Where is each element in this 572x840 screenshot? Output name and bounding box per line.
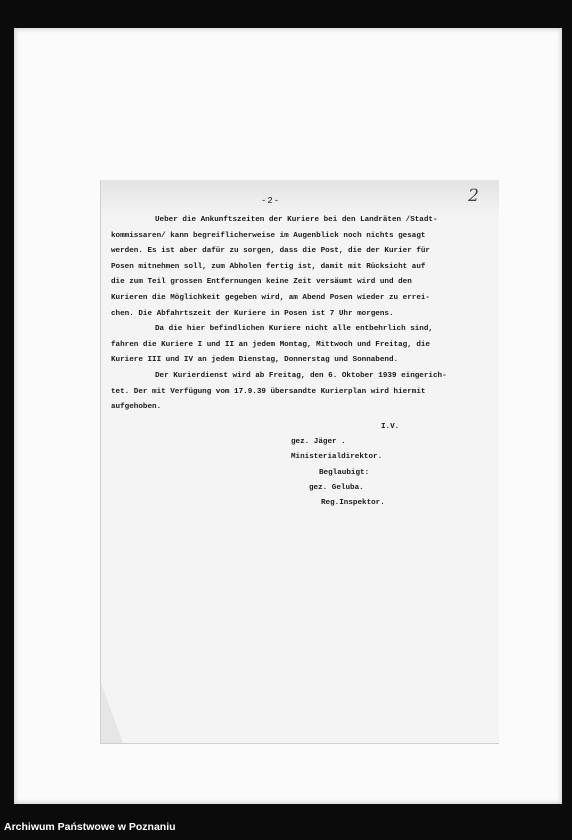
handwritten-page-number: 2 [468, 186, 479, 206]
text-line: kommissaren/ kann begreiflicherweise im Augenblick noch nichts gesagt [111, 231, 426, 240]
scan-frame [14, 28, 562, 804]
text-line: Kurieren die Möglichkeit gegeben wird, am Abend Posen wieder zu errei- [111, 293, 430, 302]
signer-title: Ministerialdirektor. [291, 453, 383, 462]
text-line: Ueber die Ankunftszeiten der Kuriere bei den Landräten /Stadt- [155, 216, 438, 224]
text-line: die zum Teil grossen Entfernungen keine Zeit versäumt wird und den [111, 278, 412, 287]
signed-by: gez. Jäger . [291, 438, 346, 447]
iv-line: I.V. [381, 423, 400, 431]
text-line: tet. Der mit Verfügung vom 17.9.39 übersandte Kurierplan wird hiermit [111, 387, 426, 396]
text-line: Der Kurierdienst wird ab Freitag, den 6. Oktober 1939 eingerich- [155, 371, 447, 380]
letter-body [111, 213, 497, 416]
text-line: Kuriere III und IV an jedem Dienstag, Donnerstag und Sonnabend. [111, 356, 399, 365]
paper-fold [101, 683, 123, 743]
text-line: Posen mitnehmen soll, zum Abholen fertig ist, damit mit Rücksicht auf [111, 262, 426, 271]
certified-by: gez. Geluba. [309, 483, 364, 492]
text-line: werden. Es ist aber dafür zu sorgen, dass die Post, die der Kurier für [111, 247, 430, 256]
signature-block [291, 420, 399, 511]
archive-label: Archiwum Państwowe w Poznaniu [4, 821, 176, 833]
text-line: fahren die Kuriere I und II an jedem Montag, Mittwoch und Freitag, die [111, 340, 430, 349]
text-line: Da die hier befindlichen Kuriere nicht alle entbehrlich sind, [155, 325, 433, 334]
text-line: chen. Die Abfahrtszeit der Kuriere in Posen ist 7 Uhr morgens. [111, 309, 394, 318]
certified-label: Beglaubigt: [319, 468, 370, 477]
page-marker: -2- [261, 196, 281, 206]
text-line: aufgehoben. [111, 403, 162, 412]
document-sheet [100, 180, 499, 744]
certifier-title: Reg.Inspektor. [321, 499, 385, 508]
